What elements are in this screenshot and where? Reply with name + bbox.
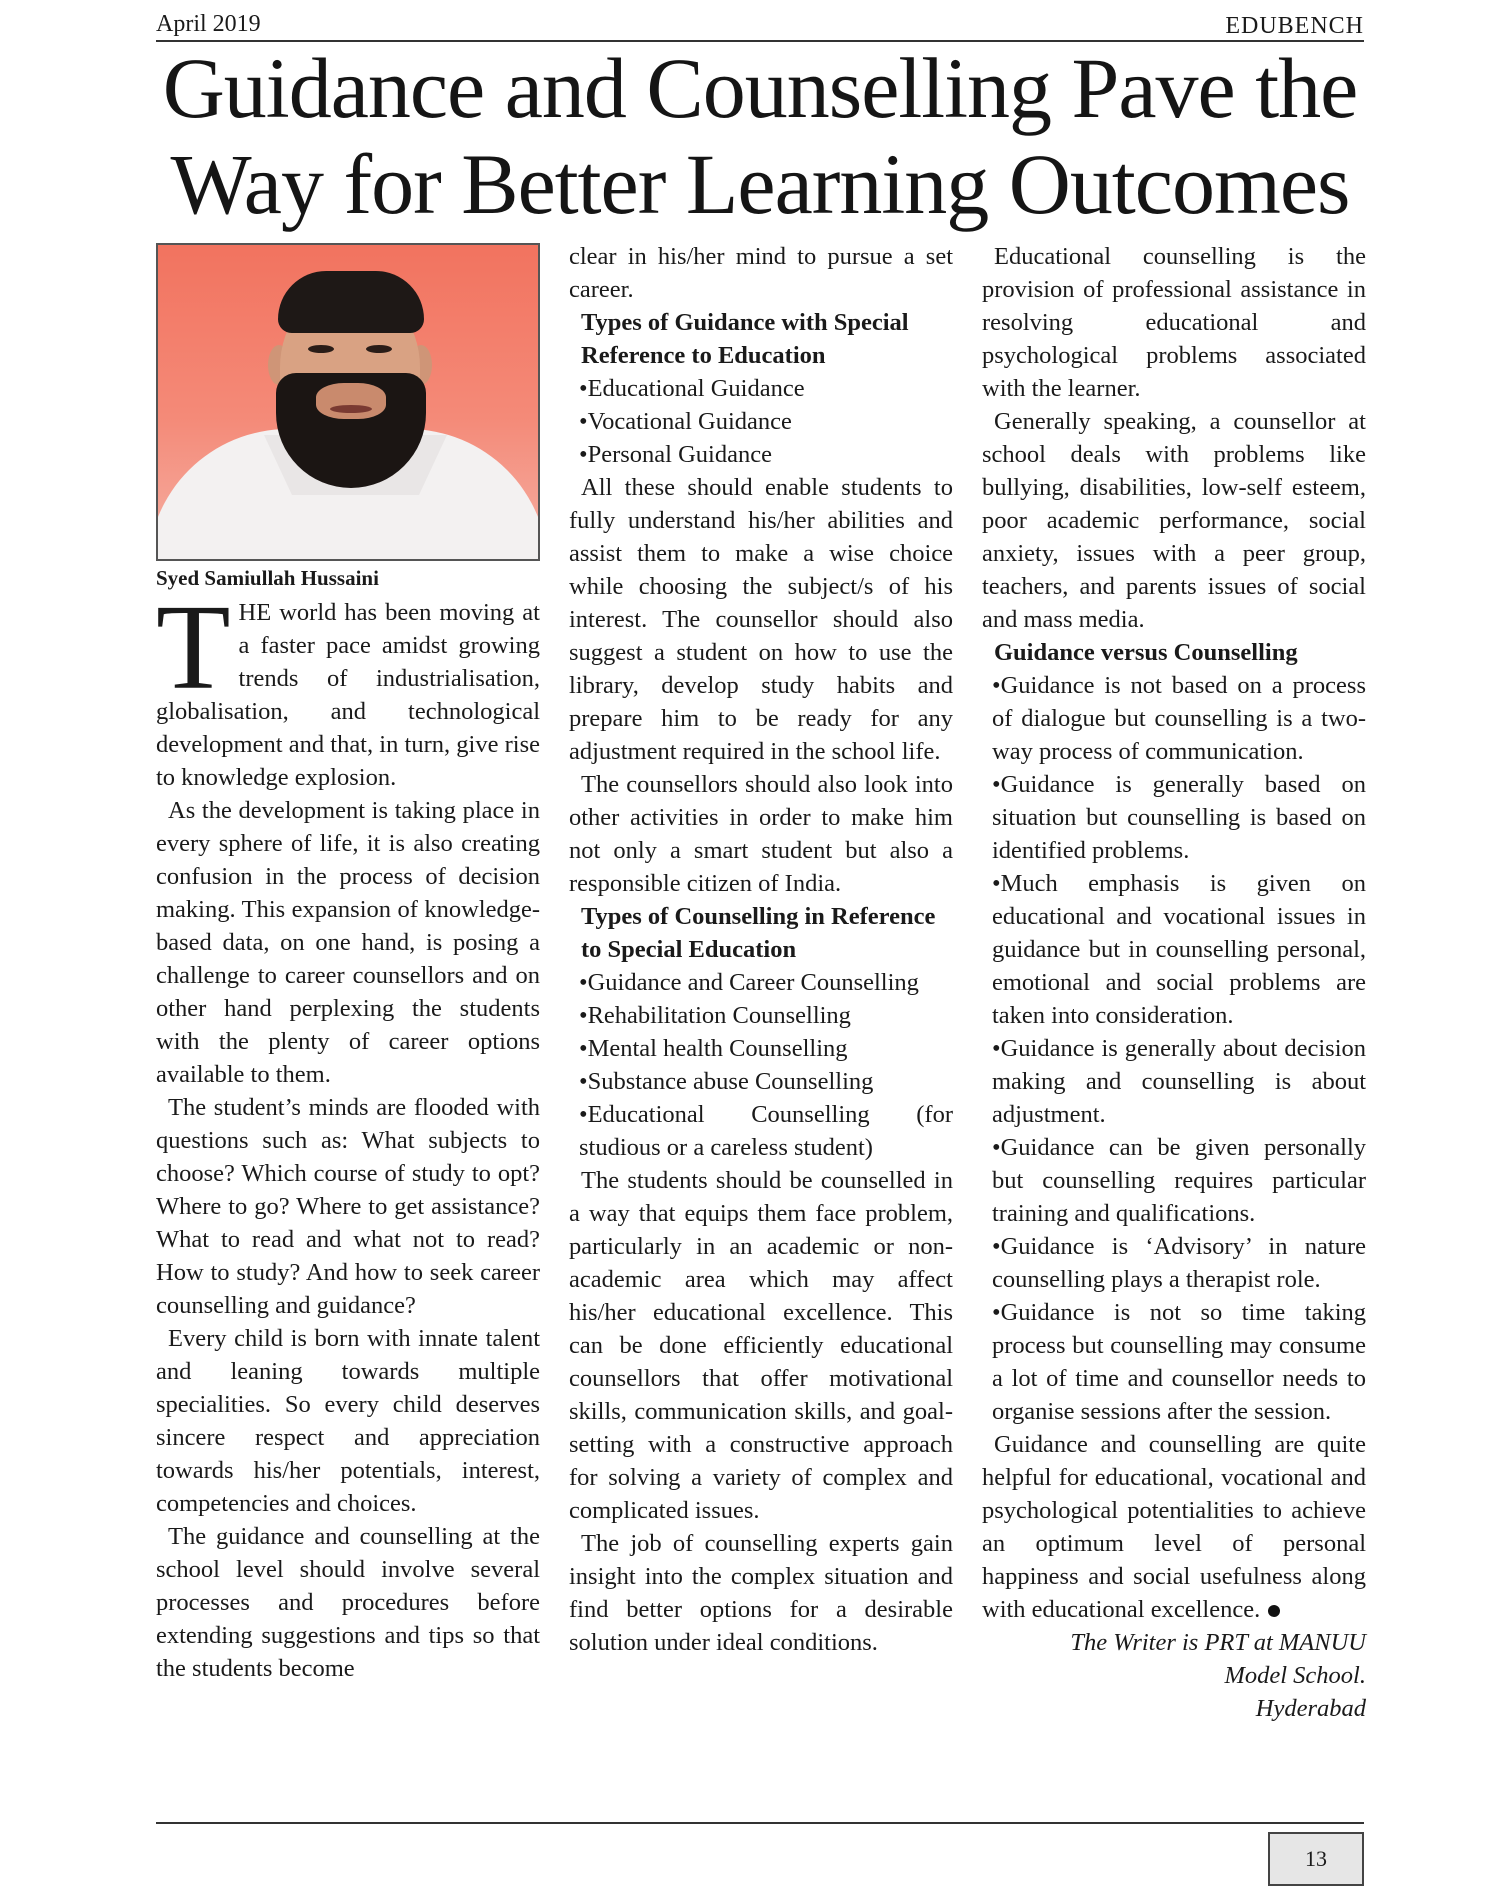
paragraph: The student’s minds are flooded with questions such as: What subjects to choose? Which course of study to opt? Where to go? Where to get assistance? What to read and what not to read? How to study? And how to seek career counselling and guidance? <box>156 1094 540 1319</box>
paragraph: As the development is taking place in every sphere of life, it is also creating confusion in the process of decision making. This expansion of knowledge-based data, on one hand, is posing a challenge to career counsellors and on other hand perplexing the students with the plenty of career options available to them. <box>156 797 540 1088</box>
list-item: • Educational Guidance <box>569 372 953 405</box>
drop-cap: T <box>156 580 231 715</box>
column-1 <box>156 580 540 1685</box>
author-photo <box>156 243 540 561</box>
closing-text: Guidance and counselling are quite helpful for educational, vocational and psychological potentialities to achieve an optimum level of personal happiness and social usefulness along with educational excellence. <box>982 1431 1366 1623</box>
closing-paragraph <box>982 1428 1366 1626</box>
section-heading: Types of Guidance with Special Reference to Education <box>581 309 909 369</box>
list-item: • Guidance and Career Counselling <box>569 966 953 999</box>
guidance-types-list <box>569 372 953 471</box>
list-item: • Guidance is not based on a process of dialogue but counselling is a two-way process of communication. <box>982 669 1366 768</box>
section-heading: Types of Counselling in Reference to Special Education <box>581 903 936 963</box>
intro-paragraph <box>156 580 540 794</box>
title-line-2: Way for Better Learning Outcomes <box>170 136 1350 232</box>
intro-text: HE world has been moving at a faster pace amidst growing trends of industrialisation, globalisation, and technological development and that, in turn, give rise to knowledge explosion. <box>156 599 540 791</box>
list-item: • Guidance can be given personally but counselling requires particular training and qualifications. <box>982 1131 1366 1230</box>
paragraph: The guidance and counselling at the school level should involve several processes and procedures before extending suggestions and tips so that the students become <box>156 1523 540 1682</box>
list-item: • Personal Guidance <box>569 438 953 471</box>
title-line-1: Guidance and Counselling Pave the <box>162 40 1358 136</box>
list-item: • Mental health Counselling <box>569 1032 953 1065</box>
paragraph: The students should be counselled in a way that equips them face problem, particularly in an academic or non-academic area which may affect his/her educational excellence. This can be done efficiently educational counsellors that offer motivational skills, communication skills, and goal-setting with a constructive approach for solving a variety of complex and complicated issues. <box>569 1167 953 1524</box>
page-header <box>156 12 1364 40</box>
byline-line: Hyderabad <box>1255 1695 1366 1722</box>
list-item: • Guidance is not so time taking process but counselling may consume a lot of time and counsellor needs to organise sessions after the session. <box>982 1296 1366 1428</box>
counselling-types-list <box>569 966 953 1164</box>
paragraph: Generally speaking, a counsellor at school deals with problems like bullying, disabilities, low-self esteem, poor academic performance, social anxiety, issues with a peer group, teachers, and parents issues of social and mass media. <box>982 408 1366 633</box>
footer-rule <box>156 1822 1364 1824</box>
paragraph: All these should enable students to fully understand his/her abilities and assist them to make a wise choice while choosing the subject/s of his interest. The counsellor should also suggest a student on how to use the library, develop study habits and prepare him to be ready for any adjustment required in the school life. <box>569 474 953 765</box>
author-name: Syed Samiullah Hussaini <box>156 566 379 590</box>
paragraph: clear in his/her mind to pursue a set career. <box>569 243 953 303</box>
section-heading: Guidance versus Counselling <box>994 639 1298 666</box>
byline-line: Model School. <box>1224 1662 1366 1689</box>
list-item: • Guidance is generally about decision making and counselling is about adjustment. <box>982 1032 1366 1131</box>
page-number: 13 <box>1268 1832 1364 1886</box>
writer-byline <box>982 1626 1366 1725</box>
list-item: • Much emphasis is given on educational and vocational issues in guidance but in counselling personal, emotional and social problems are taken into consideration. <box>982 867 1366 1032</box>
list-item: • Substance abuse Counselling <box>569 1065 953 1098</box>
byline-line: The Writer is PRT at MANUU <box>1070 1629 1366 1656</box>
publication-name: EDUBENCH <box>1225 13 1364 39</box>
paragraph: Every child is born with innate talent and leaning towards multiple specialities. So every child deserves sincere respect and appreciation towards his/her potentials, interest, competencies and choices. <box>156 1325 540 1517</box>
column-3 <box>982 240 1366 1725</box>
paragraph: The job of counselling experts gain insight into the complex situation and find better options for a desirable solution under ideal conditions. <box>569 1530 953 1656</box>
article-title <box>156 40 1364 232</box>
list-item: • Rehabilitation Counselling <box>569 999 953 1032</box>
end-mark-icon <box>1268 1605 1280 1617</box>
list-item: • Guidance is generally based on situation but counselling is based on identified problems. <box>982 768 1366 867</box>
list-item: • Guidance is ‘Advisory’ in nature counselling plays a therapist role. <box>982 1230 1366 1296</box>
paragraph: Educational counselling is the provision of professional assistance in resolving educational and psychological problems associated with the learner. <box>982 243 1366 402</box>
list-item: • Vocational Guidance <box>569 405 953 438</box>
issue-date: April 2019 <box>156 11 261 37</box>
comparison-list <box>982 669 1366 1428</box>
list-item: • Educational Counselling (for studious or a careless student) <box>569 1098 953 1164</box>
paragraph: The counsellors should also look into other activities in order to make him not only a smart student but also a responsible citizen of India. <box>569 771 953 897</box>
column-2 <box>569 240 953 1659</box>
